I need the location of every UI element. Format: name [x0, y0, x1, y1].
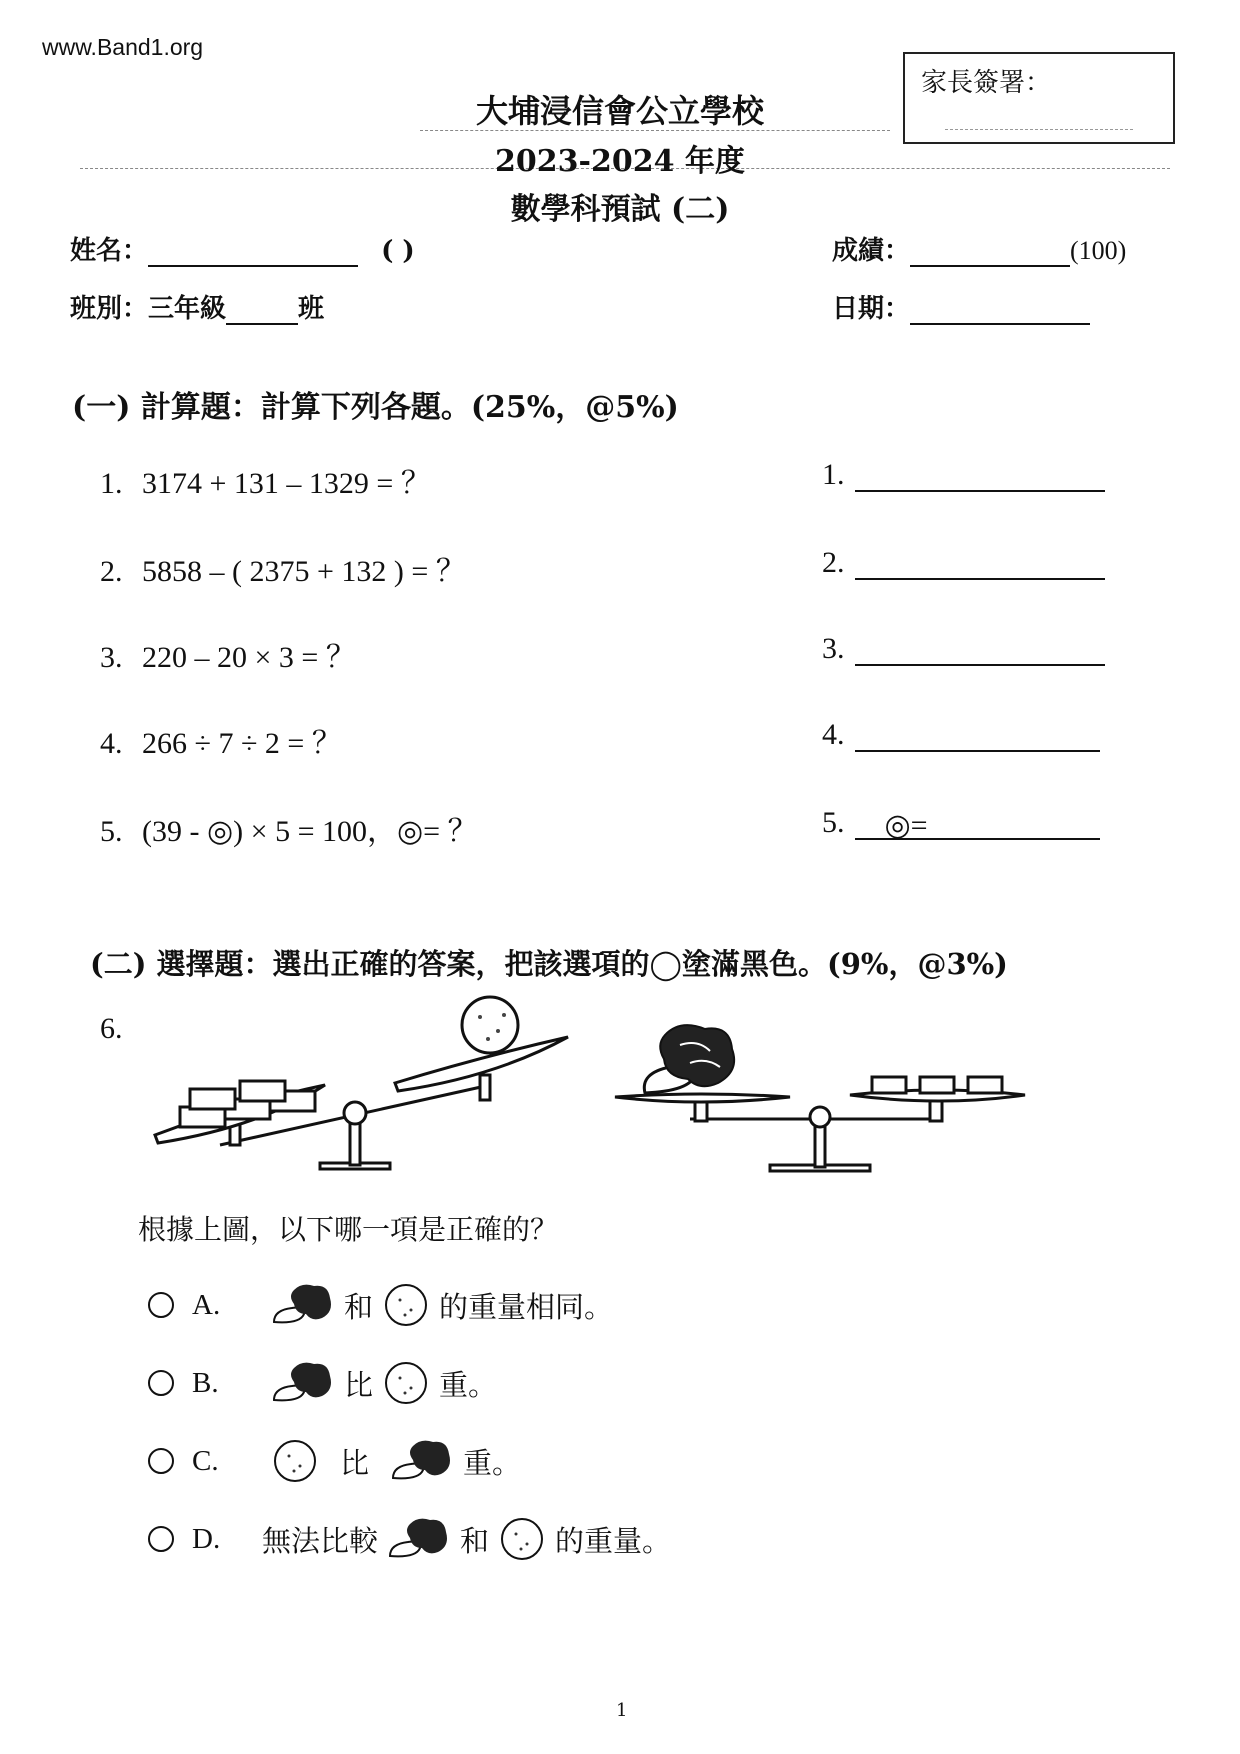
answer-blank[interactable]: ◎=: [855, 808, 1100, 840]
class-suffix: 班: [298, 294, 325, 324]
vegetable-on-scale: [644, 1025, 734, 1093]
score-total: (100): [1070, 236, 1127, 265]
question-6-number: 6.: [100, 1012, 123, 1045]
question-4: [100, 718, 342, 762]
option-letter: D.: [192, 1522, 221, 1555]
option-connector: 和: [460, 1523, 490, 1558]
question-5: [100, 806, 478, 850]
class-field: [70, 288, 324, 325]
option-d[interactable]: [148, 1516, 671, 1562]
orange-icon: [383, 1360, 429, 1406]
answer-number: 5.: [822, 806, 845, 839]
question-text: 3174 + 131 – 1329 = ？: [142, 467, 431, 500]
class-label: 班別：三年級: [70, 294, 227, 324]
score-label: 成績：: [832, 236, 911, 266]
question-number: 3.: [100, 641, 123, 674]
option-a[interactable]: [148, 1282, 613, 1328]
balance-illustration-2: [610, 1015, 1030, 1175]
section-2-title: (二) 選擇題：選出正確的答案，把該選項的◯塗滿黑色。(9%，@3%): [90, 947, 1008, 981]
question-6-prompt: 根據上圖，以下哪一項是正確的？: [138, 1213, 559, 1246]
question-3: [100, 632, 356, 676]
section-1-title: (一) 計算題：計算下列各題。(25%，@5%): [72, 390, 679, 425]
answer-blank[interactable]: [855, 546, 1105, 580]
option-connector: 比: [344, 1367, 374, 1402]
option-b[interactable]: [148, 1360, 497, 1406]
question-text: 266 ÷ 7 ÷ 2 = ？: [142, 727, 342, 760]
answer-number: 2.: [822, 546, 845, 579]
orange-icon: [272, 1438, 318, 1484]
answer-2: [822, 546, 1105, 580]
answer-number: 1.: [822, 458, 845, 491]
option-a-radio[interactable]: [148, 1292, 174, 1318]
question-number: 2.: [100, 555, 123, 588]
option-letter: C.: [192, 1444, 219, 1477]
vegetable-icon: [391, 1438, 453, 1484]
score-field: [832, 230, 1126, 267]
question-number: 1.: [100, 467, 123, 500]
date-blank[interactable]: [910, 293, 1090, 325]
parent-signature-label: 家長簽署：: [921, 68, 1052, 98]
question-number: 5.: [100, 815, 123, 848]
balance-illustration-1: [150, 995, 590, 1175]
option-connector: 比: [340, 1445, 370, 1480]
name-blank[interactable]: [148, 235, 358, 267]
vegetable-icon: [272, 1282, 334, 1328]
option-text: 重。: [439, 1367, 498, 1402]
score-blank[interactable]: [910, 235, 1070, 267]
answer-blank[interactable]: [855, 718, 1100, 752]
orange-icon: [499, 1516, 545, 1562]
answer-4: [822, 718, 1100, 752]
name-label: 姓名：: [70, 236, 149, 266]
option-letter: B.: [192, 1366, 219, 1399]
answer-blank[interactable]: [855, 632, 1105, 666]
answer-number: 4.: [822, 718, 845, 751]
option-connector: 和: [344, 1289, 374, 1324]
school-year: 2023-2024 年度: [495, 144, 745, 179]
date-field: [832, 288, 1090, 325]
question-text: (39 - ◎) × 5 = 100，◎= ？: [142, 815, 478, 848]
vegetable-icon: [272, 1360, 334, 1406]
name-field: [70, 230, 415, 267]
orange-icon: [383, 1282, 429, 1328]
class-number-paren: ( ): [381, 236, 415, 266]
exam-title: 數學科預試 (二): [510, 192, 730, 227]
answer-3: [822, 632, 1105, 666]
option-lead-text: 無法比較: [262, 1523, 379, 1558]
class-blank[interactable]: [226, 293, 298, 325]
page-number: 1: [616, 1700, 628, 1721]
answer-1: [822, 458, 1105, 492]
option-d-radio[interactable]: [148, 1526, 174, 1552]
answer-5: [822, 806, 1100, 840]
date-label: 日期：: [832, 294, 911, 324]
answer-number: 3.: [822, 632, 845, 665]
question-text: 220 – 20 × 3 = ？: [142, 641, 356, 674]
option-text: 的重量。: [555, 1523, 672, 1558]
question-text: 5858 – ( 2375 + 132 ) = ？: [142, 555, 466, 588]
question-number: 4.: [100, 727, 123, 760]
option-c-radio[interactable]: [148, 1448, 174, 1474]
watermark: www.Band1.org: [42, 34, 204, 60]
orange-on-scale: [462, 997, 518, 1053]
option-c[interactable]: [148, 1438, 521, 1484]
option-b-radio[interactable]: [148, 1370, 174, 1396]
option-text: 的重量相同。: [439, 1289, 614, 1324]
answer-blank[interactable]: [855, 458, 1105, 492]
question-2: [100, 546, 466, 590]
question-1: [100, 458, 431, 502]
vegetable-icon: [388, 1516, 450, 1562]
option-text: 重。: [463, 1445, 522, 1480]
school-name: 大埔浸信會公立學校: [475, 92, 764, 130]
option-letter: A.: [192, 1288, 221, 1321]
